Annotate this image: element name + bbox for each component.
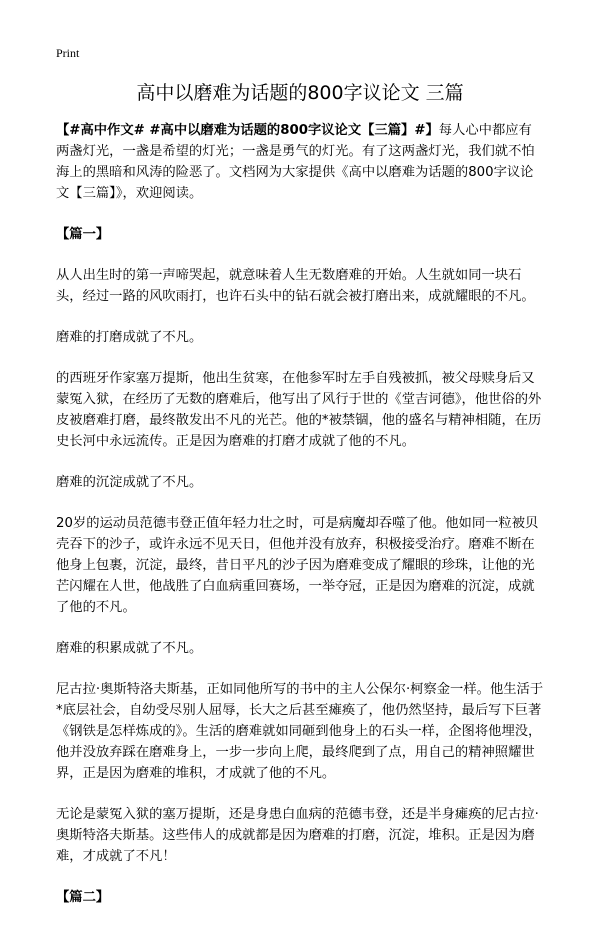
intro-tag: 【#高中作文# #高中以磨难为话题的800字议论文【三篇】#】	[56, 123, 439, 138]
paragraph: 20岁的运动员范德韦登正值年轻力壮之时，可是病魔却吞噬了他。他如同一粒被贝壳吞下的沙子，或许永远不见天日，但他并没有放弃，积极接受治疗。磨难不断在他身上包裹，沉淀，最终，昔日平凡的沙子因为磨难变成了耀眼的珍珠，让他的光芒闪耀在人世，他战胜了白血病重回赛场，一举夺冠，正是因为磨难的沉淀，成就了他的不凡。	[56, 516, 539, 615]
paragraph: 尼古拉·奥斯特洛夫斯基，正如同他所写的书中的主人公保尔·柯察金一样。他生活于*底层社会，自幼受尽别人屈辱，长大之后甚至瘫痪了，他仍然坚持，最后写下巨著《钢铁是怎样炼成的》。生活的磨难就如同砸到他身上的石头一样，企图将他埋没，他并没放弃踩在磨难身上，一步一步向上爬，最终爬到了点，用自己的精神照耀世界，正是因为磨难的堆积，才成就了他的不凡。	[56, 682, 544, 781]
section-heading-1: 【篇一】	[56, 227, 110, 242]
paragraph: 磨难的沉淀成就了不凡。	[56, 475, 203, 490]
paragraph: 从人出生时的第一声啼哭起，就意味着人生无数磨难的开始。人生就如同一块石头，经过一路的风吹雨打，也许石头中的钻石就会被打磨出来，成就耀眼的不凡。	[56, 268, 535, 304]
intro-text: 每人心中都应有两盏灯光，一盏是希望的灯光；一盏是勇气的灯光。有了这两盏灯光，我们就不怕海上的黑暗和风涛的险恶了。文档网为大家提供《高中以磨难为话题的800字议论文【三篇】》，欢迎阅读。	[56, 123, 535, 201]
paragraph: 无论是蒙冤入狱的塞万提斯，还是身患白血病的范德韦登，还是半身瘫痪的尼古拉·奥斯特洛夫斯基。这些伟人的成就都是因为磨难的打磨，沉淀，堆积。正是因为磨难，才成就了不凡！	[56, 807, 539, 864]
article-body	[56, 120, 544, 928]
section-heading-2: 【篇二】	[56, 890, 110, 905]
paragraph: 的西班牙作家塞万提斯，他出生贫寒，在他参军时左手自残被抓，被父母赎身后又蒙冤入狱，在经历了无数的磨难后，他写出了风行于世的《堂吉诃德》，他世俗的外皮被磨难打磨，最终散发出不凡的光芒。他的*被禁锢，他的盛名与精神相随，在历史长河中永远流传。正是因为磨难的打磨才成就了他的不凡。	[56, 371, 542, 449]
print-link[interactable]: Print	[56, 46, 80, 60]
intro-paragraph	[56, 120, 544, 204]
paragraph: 磨难的积累成就了不凡。	[56, 641, 203, 656]
page-title: 高中以磨难为话题的800字议论文 三篇	[136, 82, 464, 104]
paragraph: 磨难的打磨成就了不凡。	[56, 330, 203, 345]
